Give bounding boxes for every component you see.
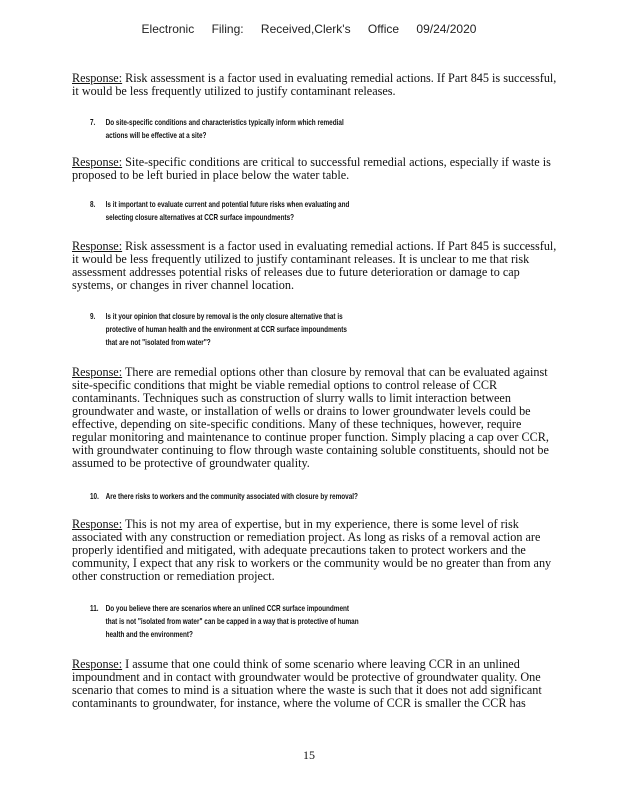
- response-1: [72, 72, 558, 98]
- response-label: Response:: [72, 239, 123, 253]
- response-label: Response:: [72, 155, 123, 169]
- response-5: [72, 518, 558, 583]
- question-line: Do you believe there are scenarios where an unlined CCR surface impoundment: [105, 604, 350, 613]
- header-part: 09/24/2020: [416, 22, 477, 36]
- question-number: 9.: [90, 312, 96, 321]
- response-text: There are remedial options other than closure by removal that can be evaluated against site-specific conditions that might be viable remedial options to control release of CCR contaminants. Techniques such as construction of slurry walls to limit interaction between groundwater and waste, or installation of wells or drains to lower groundwater levels could be effective, depending on site-specific conditions. Many of these techniques, however, require regular monitoring and maintenance to continue proper function. Simply placing a cap over CCR, with groundwater continuing to flow through waste containing soluble constituents, should not be assumed to be protective of groundwater quality.: [72, 365, 549, 470]
- question-10: [90, 490, 433, 503]
- header-part: Received,Clerk's: [260, 22, 351, 36]
- question-number: 11.: [90, 604, 99, 613]
- header-part: Electronic: [141, 22, 195, 36]
- response-text: Risk assessment is a factor used in evaluating remedial actions. If Part 845 is successful, it would be less frequently utilized to justify contaminant releases. It is unclear to me that risk assessment addresses potential risks of releases due to future deterioration or damage to cap systems, or changes in river channel location.: [72, 239, 557, 292]
- response-label: Response:: [72, 517, 123, 531]
- question-number: 7.: [90, 118, 96, 127]
- header-part: Filing:: [211, 22, 244, 36]
- question-11: [90, 602, 433, 641]
- question-line: Do site-specific conditions and characteristics typically inform which remedial: [105, 118, 344, 127]
- question-line: selecting closure alternatives at CCR surface impoundments?: [105, 213, 295, 222]
- response-text: This is not my area of expertise, but in my experience, there is some level of risk associated with any construction or remediation project. As long as risks of a removal action are properly identified and mitigated, with adequate precautions taken to protect workers and the community, I expect that any risk to workers or the community would be no greater than from any other construction or remediation project.: [72, 517, 552, 583]
- question-7: [90, 116, 433, 142]
- header-part: Office: [367, 22, 400, 36]
- response-6: [72, 658, 558, 710]
- response-3: [72, 240, 558, 292]
- response-2: [72, 156, 558, 182]
- question-8: [90, 198, 433, 224]
- response-4: [72, 366, 558, 470]
- question-number: 10.: [90, 492, 99, 501]
- question-line: protective of human health and the environment at CCR surface impoundments: [105, 325, 347, 334]
- question-9: [90, 310, 433, 349]
- response-label: Response:: [72, 657, 123, 671]
- question-line: Is it your opinion that closure by removal is the only closure alternative that is: [105, 312, 343, 321]
- question-line: that is not "isolated from water" can be capped in a way that is protective of human: [105, 617, 359, 626]
- response-label: Response:: [72, 365, 123, 379]
- response-text: I assume that one could think of some scenario where leaving CCR in an unlined impoundment and in contact with groundwater would be protective of groundwater quality. One scenario that comes to mind is a situation where the waste is such that it does not add significant contaminants to groundwater, for instance, where the volume of CCR is smaller the CCR has: [72, 657, 542, 710]
- response-text: Site-specific conditions are critical to successful remedial actions, especially if waste is proposed to be left buried in place below the water table.: [72, 155, 551, 182]
- page-number: 15: [303, 748, 315, 762]
- response-text: Risk assessment is a factor used in evaluating remedial actions. If Part 845 is successful, it would be less frequently utilized to justify contaminant releases.: [72, 71, 557, 98]
- question-number: 8.: [90, 200, 96, 209]
- question-line: Are there risks to workers and the community associated with closure by removal?: [105, 492, 358, 501]
- question-line: that are not "isolated from water"?: [105, 338, 211, 347]
- question-line: actions will be effective at a site?: [105, 131, 207, 140]
- question-line: health and the environment?: [105, 630, 193, 639]
- question-line: Is it important to evaluate current and potential future risks when evaluating and: [105, 200, 350, 209]
- efiling-header: [0, 22, 618, 36]
- response-label: Response:: [72, 71, 123, 85]
